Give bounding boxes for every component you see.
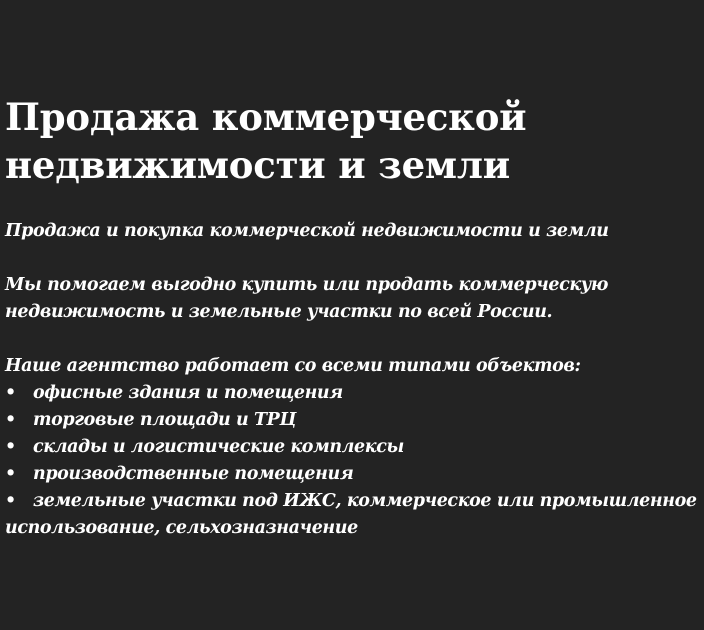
list-item [5, 407, 699, 434]
bullet-icon: • [5, 437, 16, 457]
bullet-icon: • [5, 491, 16, 511]
bullet-icon: • [5, 410, 16, 430]
bullet-icon: • [5, 464, 16, 484]
list-item-text: земельные участки под ИЖС, коммерческое или промышленное использование, сельхозназначение [5, 491, 697, 538]
list-item [5, 380, 699, 407]
list-item-text: офисные здания и помещения [33, 383, 343, 403]
bullet-icon: • [5, 383, 16, 403]
list-item [5, 434, 699, 461]
property-types-list [5, 380, 699, 542]
page-title: Продажа коммерческой недвижимости и земли [5, 95, 527, 187]
property-types-heading: Наше агентство работает со всеми типами объектов: [5, 356, 581, 376]
list-item-text: торговые площади и ТРЦ [33, 410, 296, 430]
list-item-text: производственные помещения [33, 464, 354, 484]
intro-paragraph: Мы помогаем выгодно купить или продать коммерческую недвижимость и земельные участки по всей России. [5, 275, 608, 322]
list-item [5, 461, 699, 488]
list-item [5, 488, 699, 542]
list-item-text: склады и логистические комплексы [33, 437, 404, 457]
content-block [5, 93, 699, 542]
page-subtitle: Продажа и покупка коммерческой недвижимости и земли [5, 221, 609, 241]
